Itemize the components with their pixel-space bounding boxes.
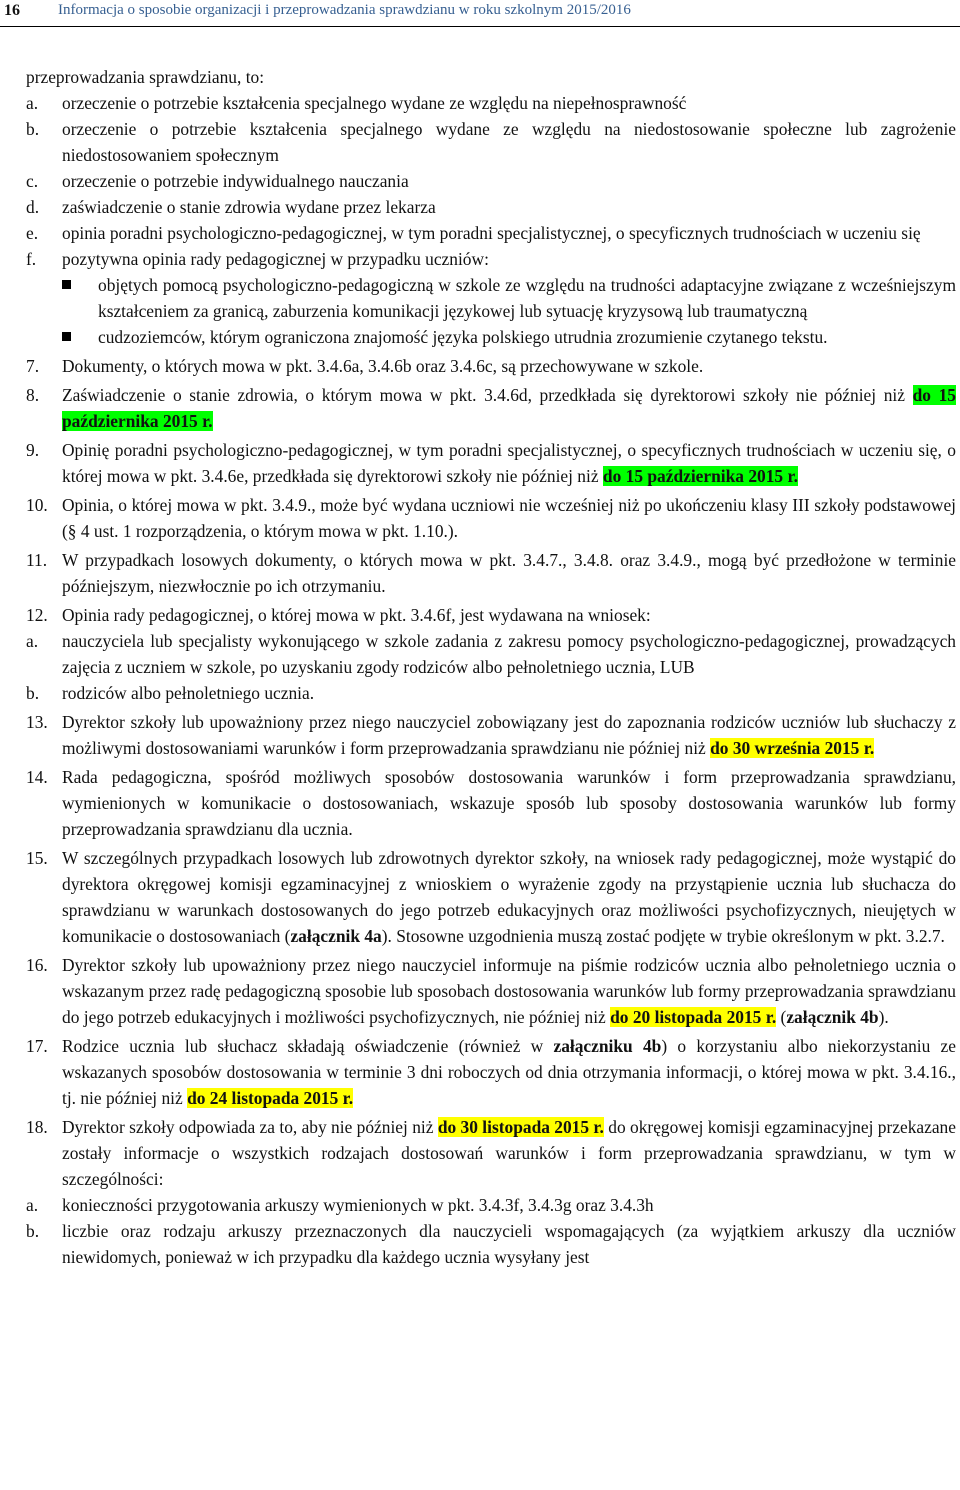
list-item: b. rodziców albo pełnoletniego ucznia. xyxy=(26,683,315,703)
square-bullet-icon xyxy=(62,324,98,350)
attachment-ref: załącznik 4b xyxy=(786,1007,879,1027)
numbered-item-7: 7. Dokumenty, o których mowa w pkt. 3.4.6a, 3.4.6b oraz 3.4.6c, są przechowywane w szkole. xyxy=(26,356,704,376)
deadline-highlight: do 30 września 2015 r. xyxy=(710,738,875,758)
deadline-highlight: do 15 października 2015 r. xyxy=(602,466,798,486)
numbered-item-13: 13. Dyrektor szkoły lub upoważniony przez niego nauczyciel zobowiązany jest do zapoznania rodziców uczniów lub słuchaczy z możliwymi dostosowaniami warunków i form przeprowadzania sprawdzianu nie później niż do 30 września 2015 r. xyxy=(26,712,956,758)
list-item: a. orzeczenie o potrzebie kształcenia specjalnego wydane ze względu na niepełnosprawność xyxy=(26,93,687,113)
numbered-item-14: 14. Rada pedagogiczna, spośród możliwych sposobów dostosowania warunków i form przeprowadzania sprawdzianu, wymienionych w komunikacie o dostosowaniach, wskazuje sposób lub sposoby dostosowania warunków lub formy przeprowadzania sprawdzianu dla ucznia. xyxy=(26,767,956,839)
intro-line: przeprowadzania sprawdzianu, to: xyxy=(26,67,265,87)
attachment-ref: załącznik 4a xyxy=(290,926,382,946)
numbered-item-10: 10. Opinia, o której mowa w pkt. 3.4.9., może być wydana uczniowi nie wcześniej niż po ukończeniu klasy III szkoły podstawowej (§ 4 ust. 1 rozporządzenia, o którym mowa w pkt. 1.10.). xyxy=(26,495,956,541)
numbered-item-15: 15. W szczególnych przypadkach losowych lub zdrowotnych dyrektor szkoły, na wniosek rady pedagogicznej, może wystąpić do dyrektora okręgowej komisji egzaminacyjnej z wnioskiem o wyrażenie zgody na przystąpienie ucznia lub słuchacza do sprawdzianu w warunkach dostosowanych do jego potrzeb edukacyjnych oraz możliwości psychofizycznych, nieujętych w komunikacie o dostosowaniach (załącznik 4a). Stosowne uzgodnienia muszą zostać podjęte w trybie określonym w pkt. 3.2.7. xyxy=(26,848,956,946)
numbered-item-16: 16. Dyrektor szkoły lub upoważniony przez niego nauczyciel informuje na piśmie rodziców ucznia albo pełnoletniego ucznia o wskazanym przez radę pedagogiczną sposobie lub sposobach dostosowania warunków lub formy przeprowadzania sprawdzianu do jego potrzeb edukacyjnych i możliwości psychofizycznych, nie później niż do 20 listopada 2015 r. (załącznik 4b). xyxy=(26,955,956,1027)
bullet-item: cudzoziemców, którym ograniczona znajomość języka polskiego utrudnia zrozumienie czytanego tekstu. xyxy=(26,324,956,350)
deadline-highlight: do 20 listopada 2015 r. xyxy=(610,1007,777,1027)
attachment-ref: załączniku 4b xyxy=(553,1036,662,1056)
numbered-item-11: 11. W przypadkach losowych dokumenty, o których mowa w pkt. 3.4.7., 3.4.8. oraz 3.4.9., mogą być przedłożone w terminie późniejszym, niezwłocznie po ich otrzymaniu. xyxy=(26,550,956,596)
list-item: a. konieczności przygotowania arkuszy wymienionych w pkt. 3.4.3f, 3.4.3g oraz 3.4.3h xyxy=(26,1195,654,1215)
list-item: a. nauczyciela lub specjalisty wykonującego w szkole zadania z zakresu pomocy psychologiczno-pedagogicznej, prowadzących zajęcia z uczniem w szkole, po uzyskaniu zgody rodziców albo pełnoletniego ucznia, LUB xyxy=(26,631,956,677)
deadline-highlight: do 24 listopada 2015 r. xyxy=(187,1088,354,1108)
list-item: e. opinia poradni psychologiczno-pedagogicznej, w tym poradni specjalistycznej, o specyficznych trudnościach w uczeniu się xyxy=(26,223,921,243)
numbered-item-17: 17. Rodzice ucznia lub słuchacz składają oświadczenie (również w załączniku 4b) o korzystaniu albo niekorzystaniu ze wskazanych sposobów dostosowania w terminie 3 dni roboczych od dnia otrzymania informacji, o której mowa w pkt. 3.4.16., tj. nie później niż do 24 listopada 2015 r. xyxy=(26,1036,956,1108)
list-item: f. pozytywna opinia rady pedagogicznej w przypadku uczniów: xyxy=(26,249,489,269)
numbered-item-8: 8. Zaświadczenie o stanie zdrowia, o którym mowa w pkt. 3.4.6d, przedkłada się dyrektorowi szkoły nie później niż do 15 października 2015 r. xyxy=(26,385,956,431)
numbered-item-9: 9. Opinię poradni psychologiczno-pedagogicznej, w tym poradni specjalistycznej, o specyficznych trudnościach w uczeniu się, o której mowa w pkt. 3.4.6e, przedkłada się dyrektorowi szkoły nie później niż do 15 października 2015 r. xyxy=(26,440,956,486)
deadline-highlight: do 30 listopada 2015 r. xyxy=(437,1117,604,1137)
document-body xyxy=(26,64,956,1270)
numbered-item-12: 12. Opinia rady pedagogicznej, o której mowa w pkt. 3.4.6f, jest wydawana na wniosek: xyxy=(26,605,651,625)
list-item: b. liczbie oraz rodzaju arkuszy przeznaczonych dla nauczycieli wspomagających (za wyjątkiem arkuszy dla uczniów niewidomych, ponieważ w ich przypadku dla każdego ucznia wysyłany jest xyxy=(26,1221,956,1267)
list-item: d. zaświadczenie o stanie zdrowia wydane przez lekarza xyxy=(26,197,436,217)
list-item: c. orzeczenie o potrzebie indywidualnego nauczania xyxy=(26,171,409,191)
header-title: Informacja o sposobie organizacji i przeprowadzania sprawdzianu w roku szkolnym 2015/2016 xyxy=(58,2,631,18)
list-item: b. orzeczenie o potrzebie kształcenia specjalnego wydane ze względu na niedostosowanie społeczne lub zagrożenie niedostosowaniem społecznym xyxy=(26,119,956,165)
page-number: 16 xyxy=(4,2,20,19)
bullet-item: objętych pomocą psychologiczno-pedagogiczną w szkole ze względu na trudności adaptacyjne związane z wcześniejszym kształceniem za granicą, zaburzenia komunikacji językowej lub sytuację kryzysową lub traumatyczną xyxy=(26,272,956,324)
square-bullet-icon xyxy=(62,272,98,324)
numbered-item-18: 18. Dyrektor szkoły odpowiada za to, aby nie później niż do 30 listopada 2015 r. do okręgowej komisji egzaminacyjnej przekazane zostały informacje o wszystkich rodzajach dostosowań warunków i form przeprowadzania sprawdzianu, w tym w szczególności: xyxy=(26,1117,956,1189)
deadline-highlight: do 15 października 2015 r. xyxy=(62,385,956,431)
page-header xyxy=(0,0,960,27)
